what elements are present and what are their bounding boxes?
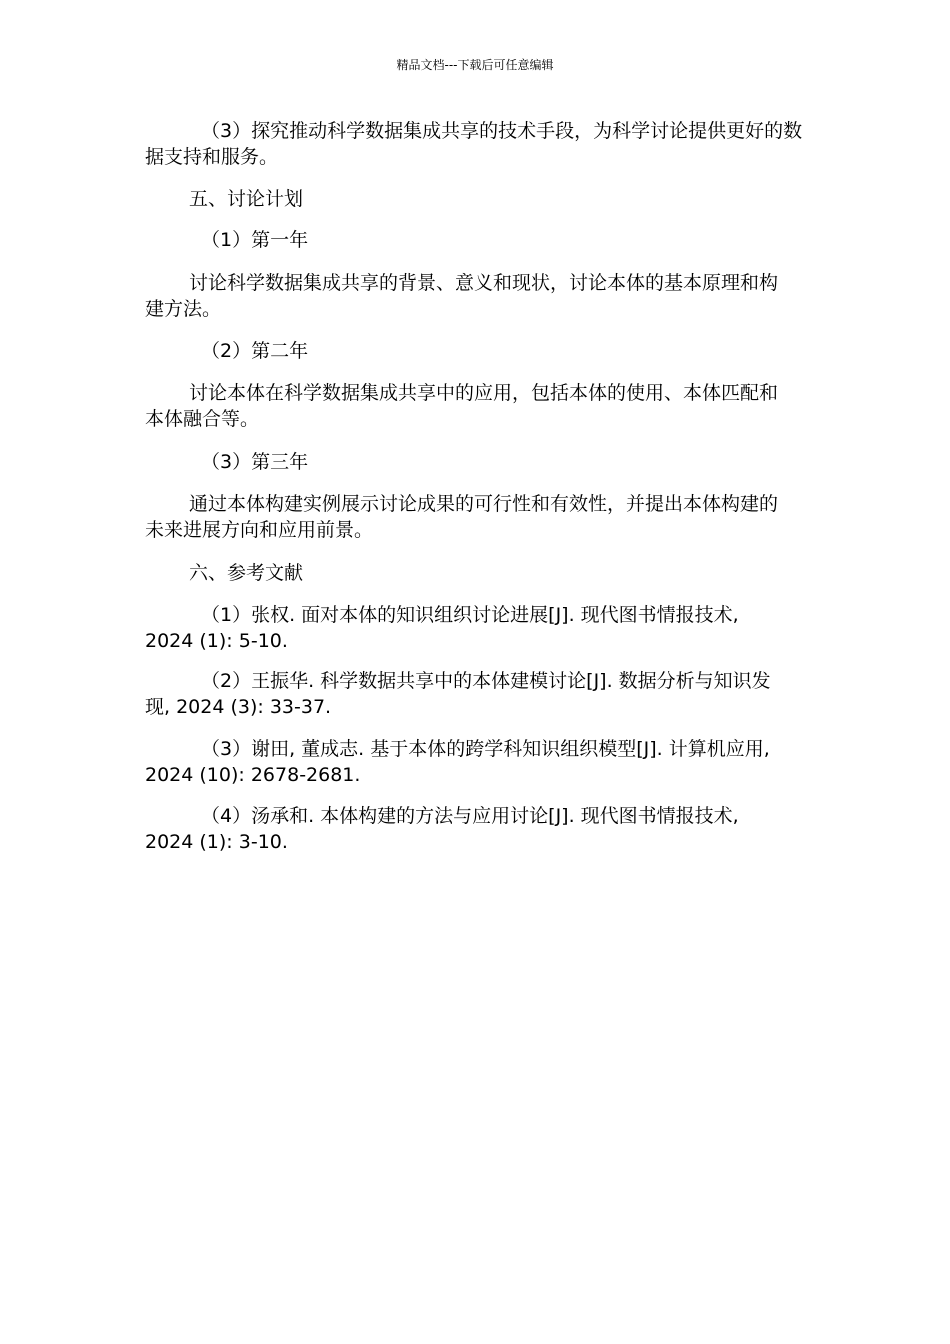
reference-item: （1）张权. 面对本体的知识组织讨论进展[J]. 现代图书情报技术, 2024 (1): 5-10. bbox=[145, 604, 739, 652]
reference-item: （3）谢田, 董成志. 基于本体的跨学科知识组织模型[J]. 计算机应用, 2024 (10): 2678-2681. bbox=[145, 738, 770, 786]
plan-year-3-title: （3）第三年 bbox=[201, 451, 309, 473]
reference-item: （2）王振华. 科学数据共享中的本体建模讨论[J]. 数据分析与知识发现, 2024 (3): 33-37. bbox=[145, 670, 771, 718]
section-heading-references: 六、参考文献 bbox=[189, 562, 304, 584]
paragraph-research-item-3: （3）探究推动科学数据集成共享的技术手段，为科学讨论提供更好的数据支持和服务。 bbox=[145, 120, 803, 168]
plan-year-1-title: （1）第一年 bbox=[201, 229, 309, 251]
plan-year-2-title: （2）第二年 bbox=[201, 340, 309, 362]
plan-year-2-text: 讨论本体在科学数据集成共享中的应用，包括本体的使用、本体匹配和本体融合等。 bbox=[145, 382, 779, 430]
reference-item: （4）汤承和. 本体构建的方法与应用讨论[J]. 现代图书情报技术, 2024 (1): 3-10. bbox=[145, 805, 739, 853]
plan-year-3-text: 通过本体构建实例展示讨论成果的可行性和有效性，并提出本体构建的未来进展方向和应用前景。 bbox=[145, 493, 779, 541]
plan-year-1-text: 讨论科学数据集成共享的背景、意义和现状，讨论本体的基本原理和构建方法。 bbox=[145, 272, 779, 320]
section-heading-plan: 五、讨论计划 bbox=[189, 188, 304, 210]
page-header: 精品文档---下载后可任意编辑 bbox=[396, 58, 554, 72]
